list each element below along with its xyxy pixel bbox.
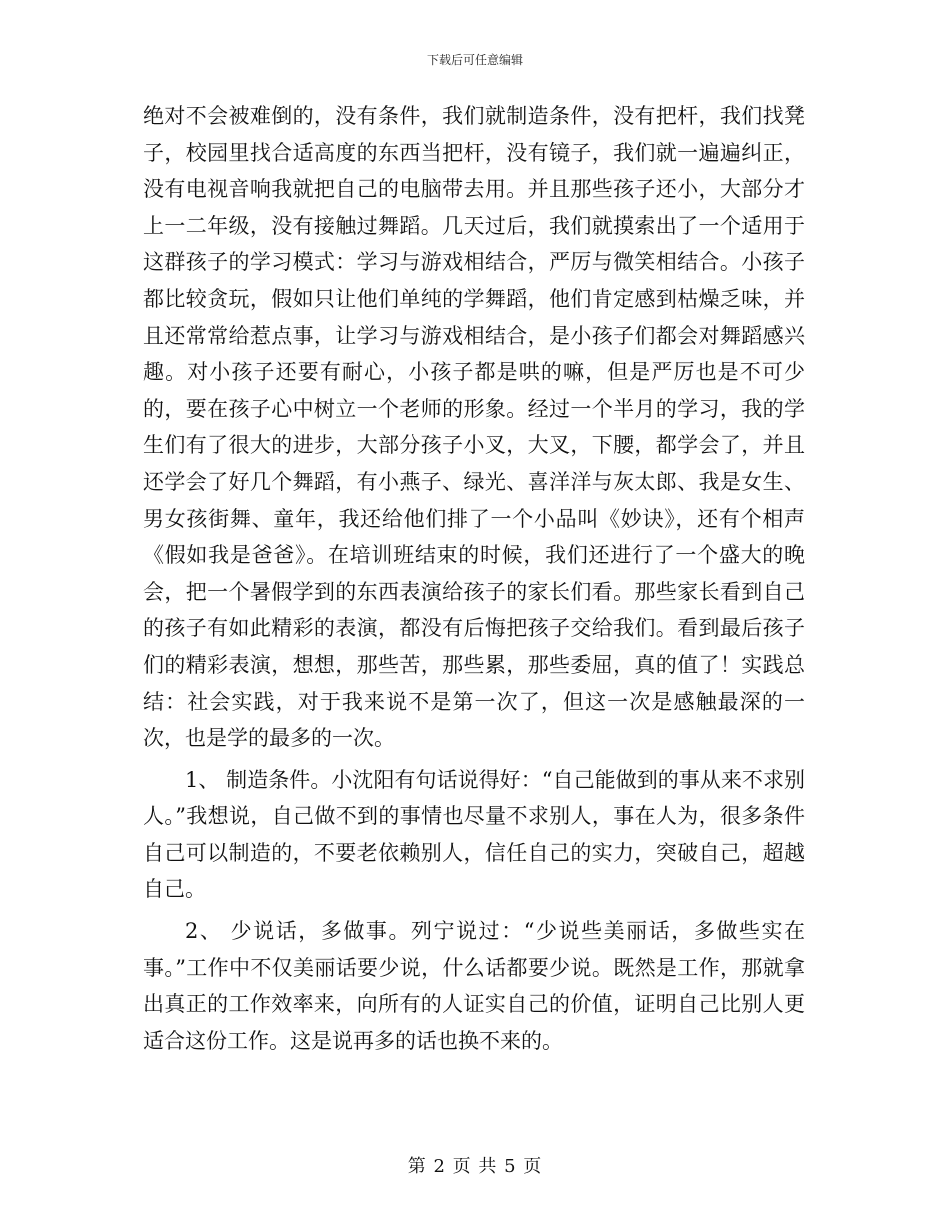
paragraph-point-1: 1、 制造条件。小沈阳有句话说得好：“自己能做到的事从来不求别人。”我想说，自己做不到的事情也尽量不求别人，事在人为，很多条件自己可以制造的，不要老依赖别人，信任自己的实力，突破自己，超越自己。 [143,767,805,902]
page-header-note: 下载后可任意编辑 [426,53,523,67]
paragraph-continued: 绝对不会被难倒的，没有条件，我们就制造条件，没有把杆，我们找凳子，校园里找合适高度的东西当把杆，没有镜子，我们就一遍遍纠正，没有电视音响我就把自己的电脑带去用。并且那些孩子还小，大部分才上一二年级，没有接触过舞蹈。几天过后，我们就摸索出了一个适用于这群孩子的学习模式：学习与游戏相结合，严厉与微笑相结合。小孩子都比较贪玩，假如只让他们单纯的学舞蹈，他们肯定感到枯燥乏味，并且还常常给惹点事，让学习与游戏相结合，是小孩子们都会对舞蹈感兴趣。对小孩子还要有耐心，小孩子都是哄的嘛，但是严厉也是不可少的，要在孩子心中树立一个老师的形象。经过一个半月的学习，我的学生们有了很大的进步，大部分孩子小叉，大叉，下腰，都学会了，并且还学会了好几个舞蹈，有小燕子、绿光、喜洋洋与灰太郎、我是女生、男女孩街舞、童年，我还给他们排了一个小品叫《妙诀》，还有个相声《假如我是爸爸》。在培训班结束的时候，我们还进行了一个盛大的晚会，把一个暑假学到的东西表演给孩子的家长们看。那些家长看到自己的孩子有如此精彩的表演，都没有后悔把孩子交给我们。看到最后孩子们的精彩表演，想想，那些苦，那些累，那些委屈，真的值了！实践总结：社会实践，对于我来说不是第一次了，但这一次是感触最深的一次，也是学的最多的一次。 [143,104,805,751]
paragraph-point-2: 2、 少说话，多做事。列宁说过：“少说些美丽话，多做些实在事。”工作中不仅美丽话要少说，什么话都要少说。既然是工作，那就拿出真正的工作效率来，向所有的人证实自己的价值，证明自己比别人更适合这份工作。这是说再多的话也换不来的。 [143,919,805,1053]
document-body [143,98,805,1059]
page-number: 第 2 页 共 5 页 [407,1156,543,1177]
